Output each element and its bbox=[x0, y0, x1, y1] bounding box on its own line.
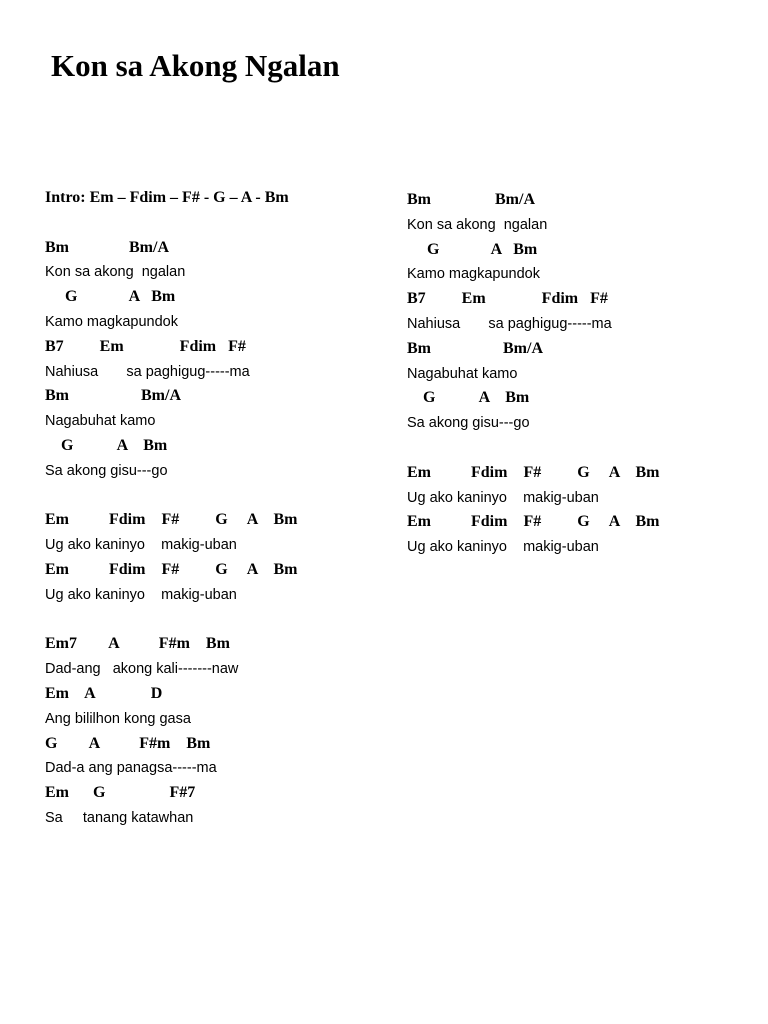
lyric-line: Sa akong gisu---go bbox=[407, 415, 530, 432]
lyric-line: Dad-ang akong kali-------naw bbox=[45, 661, 239, 678]
lyric-line: Nahiusa sa paghigug-----ma bbox=[407, 315, 612, 332]
lyric-line: Ug ako kaninyo makig-uban bbox=[407, 489, 599, 506]
lyric-line: Ug ako kaninyo makig-uban bbox=[45, 537, 237, 554]
blank-line bbox=[45, 211, 375, 236]
chord-line: Em Fdim F# G A Bm bbox=[45, 511, 298, 529]
chord-line: Em Fdim F# G A Bm bbox=[45, 560, 298, 578]
lyric-line: Kamo magkapundok bbox=[407, 266, 540, 283]
lyric-line: Dad-a ang panagsa-----ma bbox=[45, 760, 217, 777]
blank-line bbox=[45, 484, 375, 509]
chord-line: B7 Em Fdim F# bbox=[407, 290, 608, 308]
lyric-line: Sa tanang katawhan bbox=[45, 809, 194, 826]
song-title: Kon sa Akong Ngalan bbox=[51, 48, 340, 83]
lyric-line: Sa akong gisu---go bbox=[45, 462, 168, 479]
left-column bbox=[45, 186, 375, 831]
chord-line: Bm Bm/A bbox=[407, 339, 543, 357]
lyric-line: Ug ako kaninyo makig-uban bbox=[45, 586, 237, 603]
chord-line: Bm Bm/A bbox=[407, 191, 535, 208]
chord-line: G A Bm bbox=[45, 436, 168, 454]
right-column bbox=[407, 188, 737, 560]
lyric-line: Nagabuhat kamo bbox=[407, 365, 518, 382]
lyric-line: Ug ako kaninyo makig-uban bbox=[407, 539, 599, 556]
chord-line: Bm Bm/A bbox=[45, 387, 181, 405]
lyric-line: Kon sa akong ngalan bbox=[407, 216, 548, 233]
chord-line: Em Fdim F# G A Bm bbox=[407, 513, 660, 531]
chord-line: G A F#m Bm bbox=[45, 734, 211, 752]
chord-line: Em7 A F#m Bm bbox=[45, 635, 230, 653]
lyric-line: Kon sa akong ngalan bbox=[45, 264, 186, 281]
chord-line: G A Bm bbox=[407, 389, 530, 407]
lyric-line: Nahiusa sa paghigug-----ma bbox=[45, 363, 250, 380]
chord-line: Intro: Em – Fdim – F# - G – A - Bm bbox=[45, 189, 289, 206]
lyric-line: Ang bililhon kong gasa bbox=[45, 710, 191, 727]
blank-line bbox=[45, 608, 375, 633]
lyric-line: Nagabuhat kamo bbox=[45, 413, 156, 430]
blank-line bbox=[407, 436, 737, 461]
chord-line: Em G F#7 bbox=[45, 784, 196, 802]
chord-line: G A Bm bbox=[45, 288, 176, 306]
chord-line: Em A D bbox=[45, 684, 163, 702]
chord-line: Em Fdim F# G A Bm bbox=[407, 463, 660, 481]
chord-line: G A Bm bbox=[407, 240, 538, 258]
chord-line: B7 Em Fdim F# bbox=[45, 337, 246, 355]
chord-line: Bm Bm/A bbox=[45, 238, 169, 256]
lyric-line: Kamo magkapundok bbox=[45, 313, 178, 330]
